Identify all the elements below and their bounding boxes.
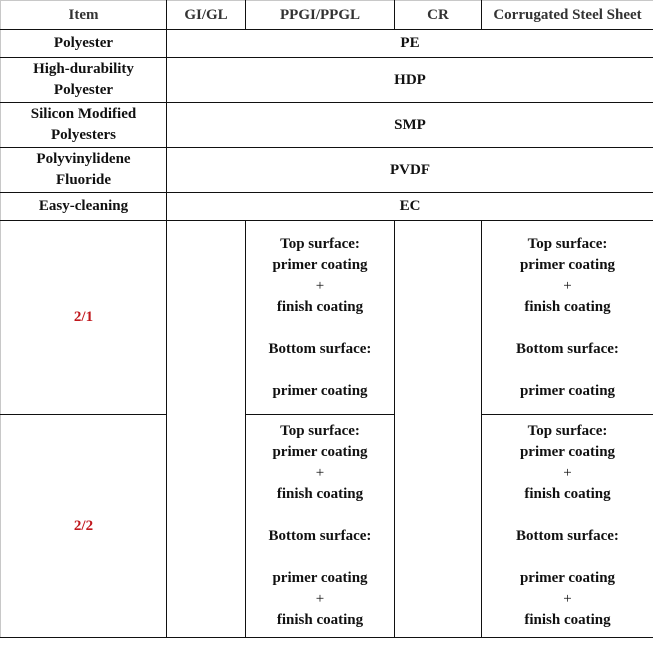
- table-row-2-1: [1, 221, 653, 415]
- table-row-hdp: [1, 58, 653, 103]
- corrugated-coating-cell: Top surface: primer coating + finish coating Bottom surface: primer coating: [482, 221, 653, 415]
- corrugated-coating-cell: Top surface: primer coating + finish coating Bottom surface: primer coating + finish coating: [482, 415, 653, 638]
- table-row-2-2: [1, 415, 653, 638]
- table-row-pvdf: [1, 148, 653, 193]
- header-cr: CR: [395, 1, 482, 30]
- row-value: PE: [167, 30, 653, 58]
- row-item-label: 2/1: [1, 221, 167, 415]
- header-gi-gl: GI/GL: [167, 1, 246, 30]
- row-item-label: Silicon Modified Polyesters: [1, 103, 167, 148]
- row-item-label: Polyester: [1, 30, 167, 58]
- row-value: EC: [167, 193, 653, 221]
- header-corrugated-steel-sheet: Corrugated Steel Sheet: [482, 1, 653, 30]
- cr-empty-cell: [395, 221, 482, 638]
- table-row-smp: [1, 103, 653, 148]
- row-value: SMP: [167, 103, 653, 148]
- row-item-label: 2/2: [1, 415, 167, 638]
- row-value: PVDF: [167, 148, 653, 193]
- table-row-ec: [1, 193, 653, 221]
- header-ppgi-ppgl: PPGI/PPGL: [246, 1, 395, 30]
- row-item-label: High-durability Polyester: [1, 58, 167, 103]
- header-item: Item: [1, 1, 167, 30]
- gi-gl-empty-cell: [167, 221, 246, 638]
- ppgi-coating-cell: Top surface: primer coating + finish coating Bottom surface: primer coating + finish coating: [246, 415, 395, 638]
- row-item-label: Easy-cleaning: [1, 193, 167, 221]
- row-value: HDP: [167, 58, 653, 103]
- header-row: [1, 1, 653, 30]
- row-item-label: Polyvinylidene Fluoride: [1, 148, 167, 193]
- ppgi-coating-cell: Top surface: primer coating + finish coating Bottom surface: primer coating: [246, 221, 395, 415]
- table-row-polyester: [1, 30, 653, 58]
